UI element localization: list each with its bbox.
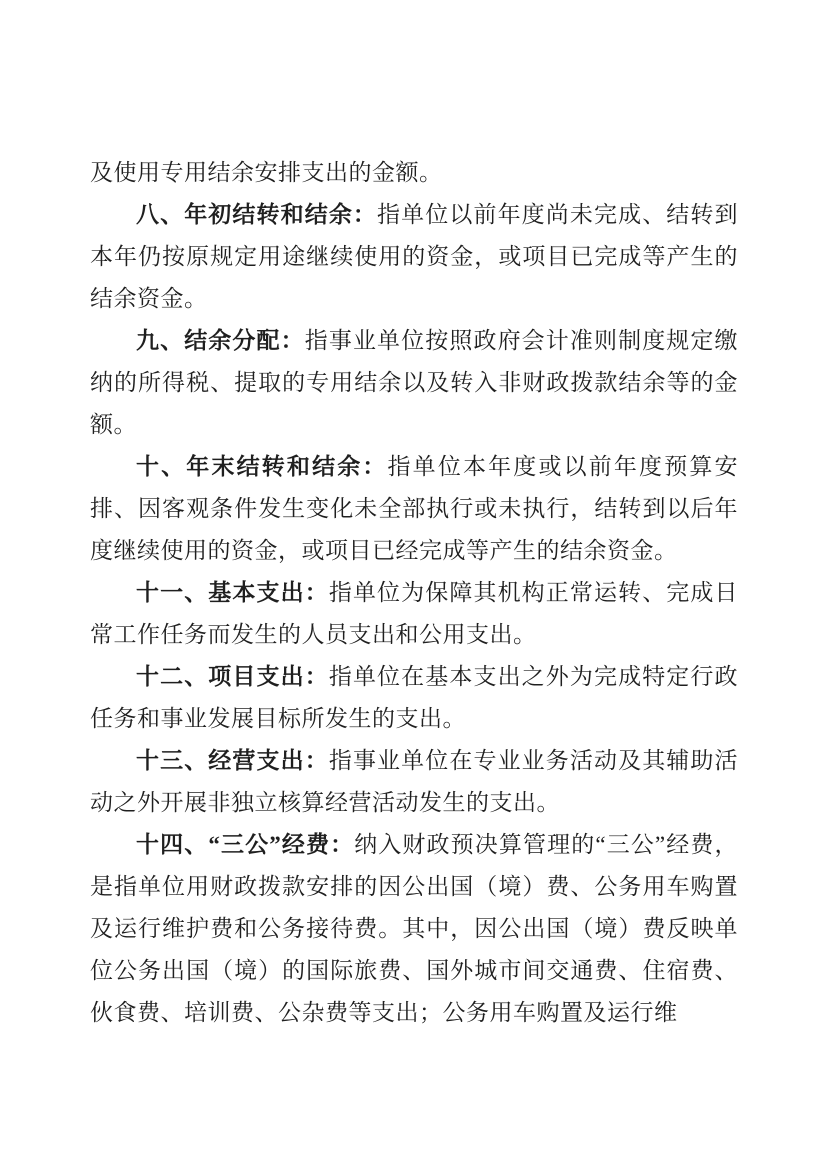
term-definition: 纳入财政预决算管理的“三公”经费，是指单位用财政拨款安排的因公出国（境）费、公务用车购置及运行维护费和公务接待费。其中，因公出国（境）费反映单位公务出国（境）的国际旅费、国外城市间交通费、住宿费、伙食费、培训费、公杂费等支出；公务用车购置及运行维 xyxy=(90,832,738,1025)
definition-paragraph xyxy=(90,656,738,740)
continuation-text: 及使用专用结余安排支出的金额。 xyxy=(90,160,443,185)
term-label: 十四、“三公”经费： xyxy=(136,832,355,857)
term-label: 八、年初结转和结余： xyxy=(136,202,378,227)
paragraph-continuation xyxy=(90,152,738,194)
term-label: 九、结余分配： xyxy=(136,328,305,353)
definition-paragraph xyxy=(90,572,738,656)
term-label: 十二、项目支出： xyxy=(136,664,329,689)
term-definition: 指单位以前年度尚未完成、结转到本年仍按原规定用途继续使用的资金，或项目已完成等产生的结余资金。 xyxy=(90,202,739,311)
definition-paragraph xyxy=(90,740,738,824)
term-definition: 指单位为保障其机构正常运转、完成日常工作任务而发生的人员支出和公用支出。 xyxy=(90,580,739,647)
term-definition: 指事业单位在专业业务活动及其辅助活动之外开展非独立核算经营活动发生的支出。 xyxy=(90,748,739,815)
document-text-block xyxy=(90,152,738,1034)
definition-paragraph xyxy=(90,446,738,572)
definition-paragraph xyxy=(90,320,738,446)
term-definition: 指事业单位按照政府会计准则制度规定缴纳的所得税、提取的专用结余以及转入非财政拨款结余等的金额。 xyxy=(90,328,739,437)
term-definition: 指单位在基本支出之外为完成特定行政任务和事业发展目标所发生的支出。 xyxy=(90,664,739,731)
term-definition: 指单位本年度或以前年度预算安排、因客观条件发生变化未全部执行或未执行，结转到以后年度继续使用的资金，或项目已经完成等产生的结余资金。 xyxy=(90,454,739,563)
term-label: 十一、基本支出： xyxy=(136,580,329,605)
term-label: 十三、经营支出： xyxy=(136,748,329,773)
definition-paragraph xyxy=(90,194,738,320)
definition-paragraph xyxy=(90,824,738,1034)
term-label: 十、年末结转和结余： xyxy=(136,454,388,479)
